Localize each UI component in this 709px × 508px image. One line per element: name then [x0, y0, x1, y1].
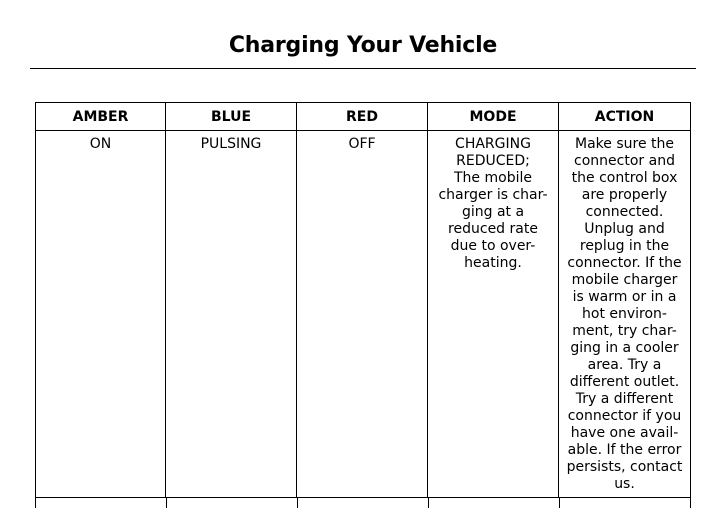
next-row-divider [35, 498, 36, 508]
cell-mode [428, 131, 559, 498]
action-line: Unplug and [584, 221, 665, 237]
next-row-divider [297, 498, 298, 508]
action-line: us. [614, 476, 635, 492]
page-title: Charging Your Vehicle [228, 33, 498, 58]
action-line: have one avail- [570, 425, 679, 441]
charging-status-table [35, 102, 691, 498]
action-line: Make sure the [575, 136, 674, 152]
mode-line: reduced rate [448, 221, 538, 237]
mode-line: ging at a [461, 204, 525, 220]
mode-line: charger is char- [438, 187, 548, 203]
next-row-divider [428, 498, 429, 508]
red-value: OFF [348, 136, 376, 152]
action-line: Try a different [575, 391, 674, 407]
next-row-border [35, 497, 691, 498]
action-line: ment, try char- [572, 323, 677, 339]
mode-line: The mobile [454, 170, 532, 186]
action-line: are properly [581, 187, 668, 203]
action-line: connector if you [567, 408, 682, 424]
mode-line: heating. [464, 255, 522, 271]
header-amber: AMBER [36, 103, 166, 131]
action-line: the control box [571, 170, 678, 186]
cell-red [297, 131, 428, 498]
mode-line: CHARGING [455, 136, 531, 152]
mode-line: due to over- [450, 238, 536, 254]
next-row-divider [559, 498, 560, 508]
action-line: connected. [585, 204, 664, 220]
action-line: persists, contact [566, 459, 683, 475]
next-row-divider [166, 498, 167, 508]
cell-action [559, 131, 691, 498]
cell-blue [166, 131, 297, 498]
action-line: mobile charger [571, 272, 678, 288]
header-red: RED [297, 103, 428, 131]
table-row [36, 131, 691, 498]
header-blue: BLUE [166, 103, 297, 131]
action-line: able. If the error [567, 442, 682, 458]
action-line: hot environ- [582, 306, 667, 322]
next-row-divider [690, 498, 691, 508]
header-action: ACTION [559, 103, 691, 131]
action-line: replug in the [579, 238, 670, 254]
action-text [559, 131, 690, 493]
mode-text [428, 131, 558, 272]
title-divider [30, 68, 696, 69]
blue-value: PULSING [200, 136, 262, 152]
action-line: connector and [574, 153, 675, 169]
action-line: is warm or in a [572, 289, 677, 305]
header-mode: MODE [428, 103, 559, 131]
amber-value: ON [89, 136, 112, 152]
action-line: area. Try a [587, 357, 662, 373]
table-header-row [36, 103, 691, 131]
action-line: ging in a cooler [570, 340, 679, 356]
action-line: connector. If the [567, 255, 682, 271]
action-line: different outlet. [569, 374, 680, 390]
cell-amber [36, 131, 166, 498]
mode-line: REDUCED; [456, 153, 530, 169]
